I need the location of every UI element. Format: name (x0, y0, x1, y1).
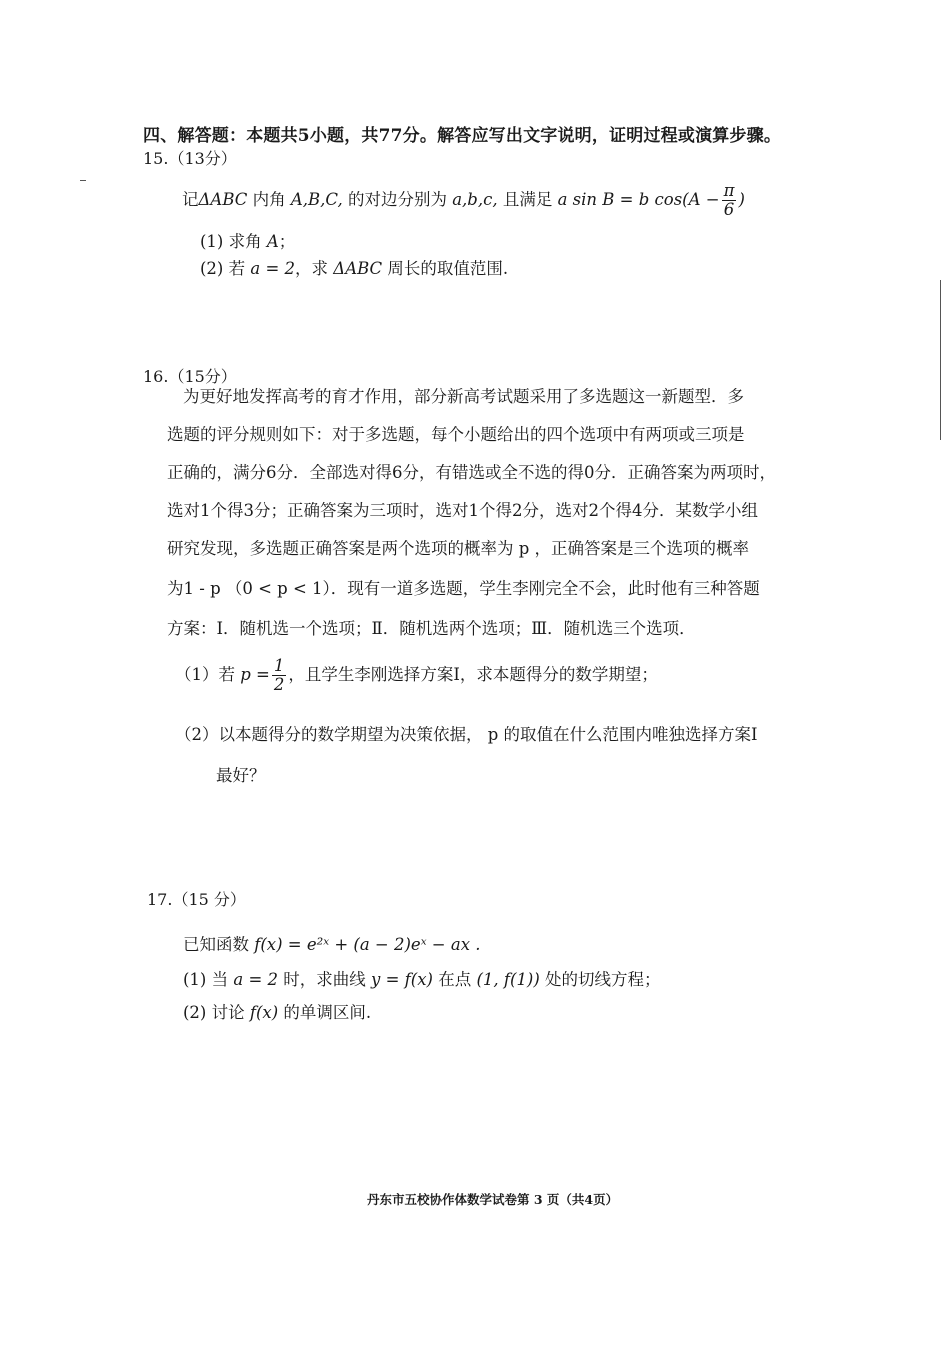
q17-stem (183, 931, 481, 955)
q16-line-7: 方案：Ⅰ．随机选一个选项；Ⅱ．随机选两个选项；Ⅲ．随机选三个选项． (167, 619, 696, 638)
q15-part2-triangle: ΔABC (333, 259, 383, 278)
q16-line-1: 为更好地发挥高考的育才作用，部分新高考试题采用了多选题这一新题型．多 (183, 387, 744, 406)
q15-angles: A,B,C, (290, 190, 343, 210)
scan-speck (80, 180, 86, 181)
q15-stem-mid1: 内角 (247, 190, 291, 210)
q17-part1-math: a = 2 (233, 970, 279, 989)
section-header: 四、解答题：本题共5小题，共77分。解答应写出文字说明，证明过程或演算步骤。 (143, 126, 782, 146)
page-footer: 丹东市五校协作体数学试卷第 3 页（共4页） (367, 1192, 619, 1207)
q16-part1-prefix: （1）若 (175, 665, 241, 685)
q16-fraction (272, 657, 287, 694)
q17-curve: y = f(x) (371, 970, 433, 989)
q15-part1-math: A (266, 232, 279, 251)
q15-equation: a sin B = b cos(A − (557, 190, 720, 210)
q15-fraction (722, 182, 737, 219)
q17-part2-math: f(x) (249, 1003, 279, 1022)
q17-part1-mid2: 在点 (432, 970, 477, 989)
q17-point: (1, f(1)) (476, 970, 540, 989)
q15-part1-prefix: (1) 求角 (200, 232, 267, 251)
q15-stem-mid2: 的对边分别为 (342, 190, 453, 210)
q17-function: f(x) = e²ˣ + (a − 2)eˣ − ax . (254, 935, 481, 954)
q16-part1 (175, 657, 658, 694)
q16-line-2: 选题的评分规则如下：对于多选题，每个小题给出的四个选项中有两项或三项是 (167, 425, 745, 444)
q15-close-paren: ) (738, 190, 745, 210)
q17-part1-suffix: 处的切线方程； (539, 970, 661, 989)
q16-part1-suffix: ，且学生李刚选择方案Ⅰ，求本题得分的数学期望； (288, 665, 658, 685)
q16-line-4: 选对1个得3分；正确答案为三项时，选对1个得2分，选对2个得4分．某数学小组 (167, 501, 758, 520)
q15-number: 15.（13分） (143, 149, 237, 168)
q16-line-6: 为1 - p （0 < p < 1）．现有一道多选题，学生李刚完全不会，此时他有三种答题 (167, 579, 760, 598)
q15-part2-math: a = 2 (250, 259, 296, 278)
q16-line-3: 正确的，满分6分．全部选对得6分，有错选或全不选的得0分．正确答案为两项时， (167, 463, 776, 482)
q17-part2 (183, 999, 371, 1023)
q16-part2-line2: 最好？ (216, 766, 266, 785)
q15-part2-suffix: 周长的取值范围. (382, 259, 509, 278)
q15-part2-prefix: (2) 若 (200, 259, 251, 278)
q15-part1-suffix: ； (278, 232, 296, 251)
q15-stem (182, 182, 745, 219)
q16-frac-den: 2 (273, 675, 285, 695)
q15-frac-den: 6 (723, 200, 735, 220)
q17-part2-suffix: 的单调区间. (278, 1003, 372, 1022)
q17-part1-prefix: (1) 当 (183, 970, 234, 989)
q17-stem-prefix: 已知函数 (183, 935, 255, 954)
q16-frac-num: 1 (273, 656, 285, 675)
scan-edge-mark (940, 280, 941, 440)
q15-triangle: ΔABC (198, 190, 248, 210)
q17-number: 17.（15 分） (147, 890, 246, 909)
q16-part2-line1: （2）以本题得分的数学期望为决策依据， p 的取值在什么范围内唯独选择方案Ⅰ (175, 725, 758, 744)
q15-sides: a,b,c, (452, 190, 498, 210)
q15-part1 (200, 228, 295, 252)
q15-part2-mid: ，求 (295, 259, 334, 278)
q15-stem-prefix: 记 (182, 190, 199, 210)
q16-number: 16.（15分） (143, 367, 237, 386)
q16-part1-math: p = (240, 665, 270, 685)
q15-frac-num: π (723, 181, 735, 200)
q17-part2-prefix: (2) 讨论 (183, 1003, 250, 1022)
q17-part1 (183, 966, 661, 990)
q16-line-5: 研究发现，多选题正确答案是两个选项的概率为 p ，正确答案是三个选项的概率 (167, 539, 750, 558)
q15-stem-mid3: 且满足 (497, 190, 558, 210)
q17-part1-mid: 时，求曲线 (278, 970, 372, 989)
q15-part2 (200, 255, 508, 279)
